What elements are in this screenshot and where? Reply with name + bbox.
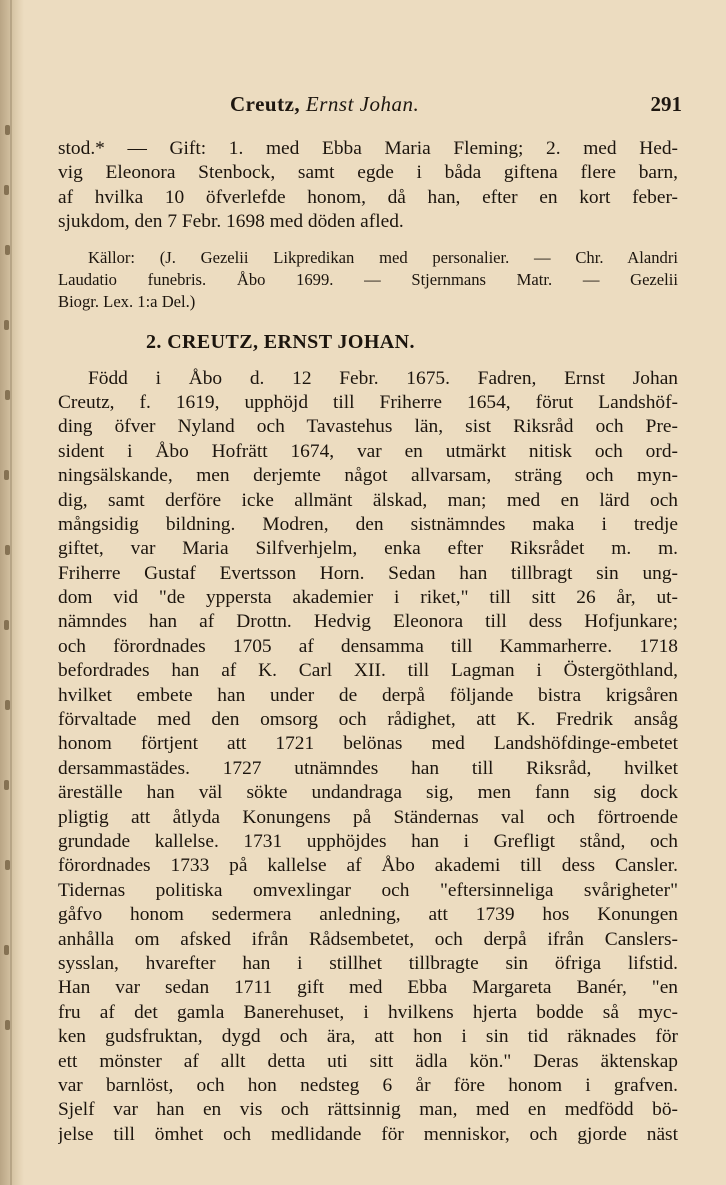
text-line: gåfvo honom sedermera anledning, att 1739 hos Konungen: [58, 904, 678, 926]
bleed-mark: [4, 945, 9, 955]
bleed-mark: [4, 470, 9, 480]
section-heading: 2. CREUTZ, ERNST JOHAN.: [146, 330, 415, 353]
text-line: ding öfver Nyland och Tavastehus län, sist Riksråd och Pre-: [58, 416, 678, 438]
text-line: vig Eleonora Stenbock, samt egde i båda giftena flere barn,: [58, 162, 678, 184]
bleed-mark: [4, 620, 9, 630]
text-line: honom förtjent att 1721 belönas med Landshöfdinge-embetet: [58, 733, 678, 755]
bleed-mark: [5, 245, 10, 255]
paragraph-1: [58, 137, 678, 235]
text-line: Sjelf var han en vis och rättsinnig man, med en medfödd bö-: [58, 1099, 678, 1121]
paragraph-2: [58, 367, 678, 1148]
text-line: Tidernas politiska omvexlingar och "eftersinneliga svårigheter": [58, 879, 678, 901]
bleed-mark: [5, 125, 10, 135]
text-line: Han var sedan 1711 gift med Ebba Margareta Banér, "en: [58, 977, 678, 999]
running-head-name-italic: Ernst Johan.: [305, 92, 420, 116]
text-line: dig, samt derföre icke allmänt älskad, man; med en lärd och: [58, 489, 678, 511]
text-line: ningsälskande, men derjemte något allvarsam, sträng och myn-: [58, 465, 678, 487]
text-line: fru af det gamla Banerehuset, i hvilkens hjerta bodde så myc-: [58, 1001, 678, 1023]
text-line: af hvilka 10 öfverlefde honom, då han, efter en kort feber-: [58, 186, 678, 208]
running-head-name-caps: Creutz,: [230, 92, 301, 116]
text-line: äreställe han väl sökte undandraga sig, men fann sig dock: [58, 782, 678, 804]
text-line: förordnades 1733 på kallelse af Åbo akademi till dess Cansler.: [58, 855, 678, 877]
text-line: var barnlöst, och hon nedsteg 6 år före honom i grafven.: [58, 1074, 678, 1096]
bleed-mark: [5, 545, 10, 555]
bleed-mark: [4, 320, 9, 330]
text-line: giftet, var Maria Silfverhjelm, enka efter Riksrådet m. m.: [58, 538, 678, 560]
text-line: Född i Åbo d. 12 Febr. 1675. Fadren, Ernst Johan: [88, 367, 678, 389]
text-line: mångsidig bildning. Modren, den sistnämndes maka i tredje: [58, 513, 678, 535]
text-line: förvaltade med den omsorg och rådighet, att K. Fredrik ansåg: [58, 709, 678, 731]
page-text: [58, 137, 678, 1147]
bleed-mark: [4, 780, 9, 790]
text-line: befordrades han af K. Carl XII. till Lagman i Östergöthland,: [58, 660, 678, 682]
sources-line: Laudatio funebris. Åbo 1699. — Stjernmans Matr. — Gezelii: [58, 269, 678, 289]
bleed-mark: [5, 390, 10, 400]
text-line: anhålla om afsked ifrån Rådsembetet, och derpå ifrån Canslers-: [58, 928, 678, 950]
text-line: jelse till ömhet och medlidande för menniskor, och gjorde näst: [58, 1123, 678, 1145]
text-line: sident i Åbo Hofrätt 1674, var en utmärkt nitisk och ord-: [58, 440, 678, 462]
text-line: sjukdom, den 7 Febr. 1698 med döden afled.: [58, 211, 404, 233]
bleed-mark: [5, 860, 10, 870]
page-number: 291: [650, 92, 682, 116]
text-line: dom vid "de yppersta akademier i riket," till sitt 26 år, ut-: [58, 587, 678, 609]
bleed-mark: [4, 185, 9, 195]
text-line: Creutz, f. 1619, upphöjd till Friherre 1654, förut Landshöf-: [58, 391, 678, 413]
bleed-mark: [5, 700, 10, 710]
sources-note: [58, 247, 678, 313]
text-line: nämndes han af Drottn. Hedvig Eleonora till dess Hofjunkare;: [58, 611, 678, 633]
sources-line: Källor: (J. Gezelii Likpredikan med personalier. — Chr. Alandri: [88, 247, 678, 267]
text-line: ken gudsfruktan, dygd och ära, att hon i sin tid räknades för: [58, 1026, 678, 1048]
sources-line: Biogr. Lex. 1:a Del.): [58, 291, 196, 311]
text-line: dersammastädes. 1727 utnämndes han till Riksråd, hvilket: [58, 757, 678, 779]
gutter-fold-line: [10, 0, 12, 1185]
page-gutter: [0, 0, 24, 1185]
bleed-mark: [5, 1020, 10, 1030]
text-line: Friherre Gustaf Evertsson Horn. Sedan han tillbragt sin ung-: [58, 562, 678, 584]
text-line: ett mönster af allt detta uti sitt ädla kön." Deras äktenskap: [58, 1050, 678, 1072]
text-line: och förordnades 1705 af densamma till Kammarherre. 1718: [58, 635, 678, 657]
text-line: sysslan, hvarefter han i stillhet tillbragte sin öfriga lifstid.: [58, 952, 678, 974]
text-line: hvilket embete han under de derpå följande bistra krigsåren: [58, 684, 678, 706]
running-head-title: [230, 92, 419, 117]
running-head: [60, 92, 682, 122]
text-line: stod.* — Gift: 1. med Ebba Maria Fleming; 2. med Hed-: [58, 138, 678, 159]
text-line: pligtig att åtlyda Konungens på Ständernas val och förtroende: [58, 806, 678, 828]
text-line: grundade kallelse. 1731 upphöjdes han i Grefligt stånd, och: [58, 830, 678, 852]
